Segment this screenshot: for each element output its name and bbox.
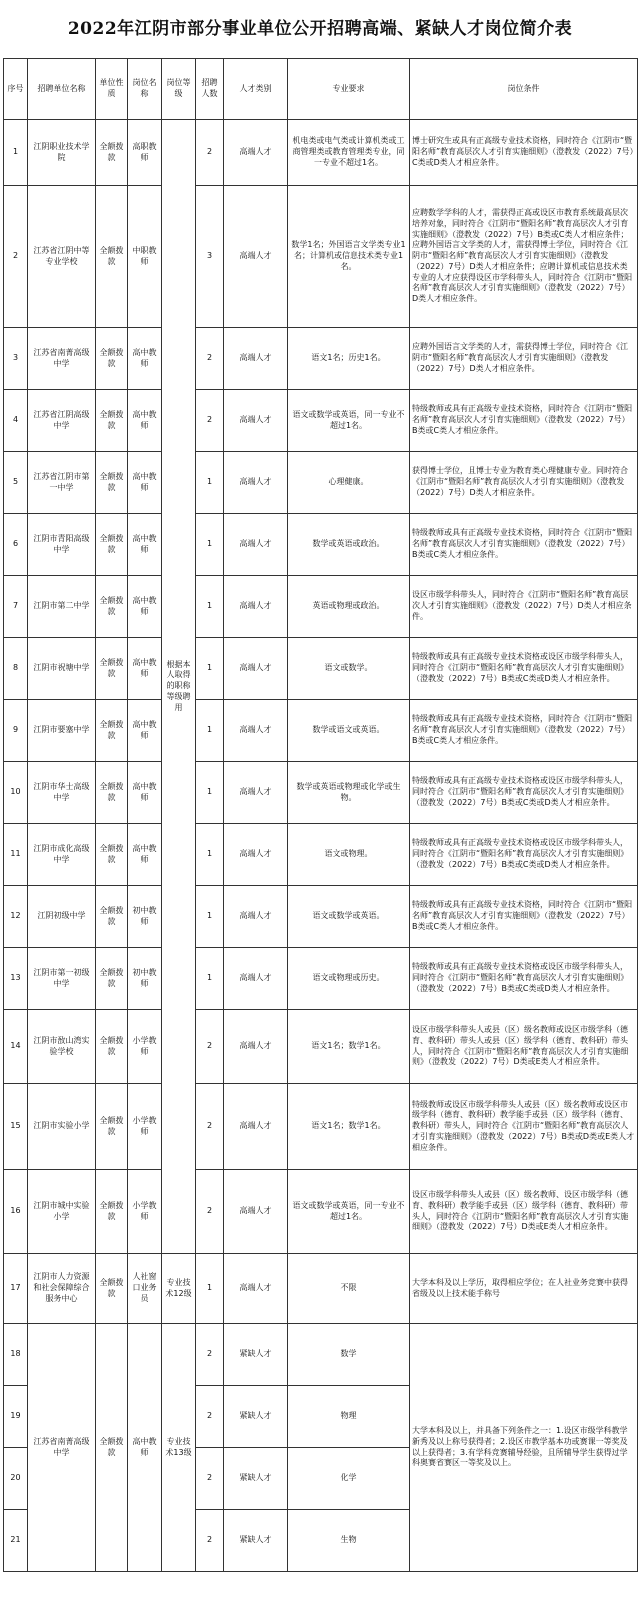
talent-category: 高端人才 (224, 638, 288, 700)
hire-count: 2 (196, 390, 224, 452)
talent-category: 紧缺人才 (224, 1448, 288, 1510)
post-condition: 应聘数学学科的人才，需获得正高或设区市教育系统最高层次培养对象，同时符合《江阴市“暨阳名师”教育高层次人才引育实施细则》（澄教发（2022）7号）B类或C类人才相应条件；应聘外国语言文学类的人才，需获得博士学位，同时符合《江阴市“暨阳名师”教育高层次人才引育实施细则》（澄教发（2022）7号）D类人才相应条件；应聘计算机或信息技术类专业的人才应获得设区市学科带头人，同时符合《江阴市“暨阳名师”教育高层次人才引育实施细则》（澄教发（2022）7号）D类人才相应条件。 (410, 186, 638, 328)
post-name: 高中教师 (128, 1324, 162, 1572)
header-cell: 专业要求 (288, 59, 410, 120)
unit-nature: 全额拨款 (96, 576, 128, 638)
hire-count: 1 (196, 762, 224, 824)
post-condition: 特级教师或具有正高级专业技术资格或设区市级学科带头人，同时符合《江阴市“暨阳名师”教育高层次人才引育实施细则》（澄教发（2022）7号）B类或C类或D类人才相应条件。 (410, 638, 638, 700)
row-number: 21 (4, 1510, 28, 1572)
post-name: 小学教师 (128, 1010, 162, 1084)
row-number: 10 (4, 762, 28, 824)
unit-name: 江阴市实验小学 (28, 1084, 96, 1170)
talent-category: 高端人才 (224, 1170, 288, 1254)
table-row (4, 1010, 638, 1084)
row-number: 11 (4, 824, 28, 886)
row-number: 8 (4, 638, 28, 700)
post-condition: 特级教师或具有正高级专业技术资格或设区市级学科带头人，同时符合《江阴市“暨阳名师”教育高层次人才引育实施细则》（澄教发（2022）7号）B类或C类或D类人才相应条件。 (410, 762, 638, 824)
unit-nature: 全额拨款 (96, 762, 128, 824)
major-requirement: 语文或物理。 (288, 824, 410, 886)
row-number: 12 (4, 886, 28, 948)
major-requirement: 心理健康。 (288, 452, 410, 514)
hire-count: 2 (196, 1386, 224, 1448)
row-number: 7 (4, 576, 28, 638)
header-cell: 招聘人数 (196, 59, 224, 120)
hire-count: 2 (196, 120, 224, 186)
table-row (4, 948, 638, 1010)
row-number: 16 (4, 1170, 28, 1254)
unit-nature: 全额拨款 (96, 1084, 128, 1170)
unit-name: 江阴市敔山湾实验学校 (28, 1010, 96, 1084)
unit-name: 江阴市要塞中学 (28, 700, 96, 762)
unit-name: 江阴职业技术学院 (28, 120, 96, 186)
post-name: 高中教师 (128, 390, 162, 452)
unit-nature: 全额拨款 (96, 514, 128, 576)
hire-count: 1 (196, 948, 224, 1010)
recruitment-table (3, 58, 638, 1572)
major-requirement: 语文或数学或英语，同一专业不超过1名。 (288, 390, 410, 452)
unit-name: 江阴市华士高级中学 (28, 762, 96, 824)
major-requirement: 数学 (288, 1324, 410, 1386)
major-requirement: 数学或英语或政治。 (288, 514, 410, 576)
unit-nature: 全额拨款 (96, 700, 128, 762)
talent-category: 高端人才 (224, 1010, 288, 1084)
unit-nature: 全额拨款 (96, 1324, 128, 1572)
talent-category: 高端人才 (224, 824, 288, 886)
table-header-row (4, 59, 638, 120)
major-requirement: 不限 (288, 1254, 410, 1324)
post-condition: 博士研究生或具有正高级专业技术资格，同时符合《江阴市“暨阳名师”教育高层次人才引育实施细则》（澄教发（2022）7号）C类或D类人才相应条件。 (410, 120, 638, 186)
post-grade: 专业技术12级 (162, 1254, 196, 1324)
unit-nature: 全额拨款 (96, 390, 128, 452)
talent-category: 高端人才 (224, 120, 288, 186)
hire-count: 2 (196, 1448, 224, 1510)
post-name: 高中教师 (128, 762, 162, 824)
post-condition: 设区市级学科带头人或县（区）级名教师或设区市级学科（德育、教科研）带头人或县（区）级学科（德育、教科研）带头人，同时符合《江阴市“暨阳名师”教育高层次人才引育实施细则》（澄教发（2022）7号）D类或E类人才相应条件。 (410, 1010, 638, 1084)
table-row (4, 186, 638, 328)
hire-count: 2 (196, 1170, 224, 1254)
table-row (4, 1324, 638, 1386)
post-condition: 大学本科及以上，并具备下列条件之一：1.设区市级学科教学新秀及以上称号获得者；2.设区市教学基本功或赛课一等奖及以上获得者；3.有学科竞赛辅导经验，且所辅导学生获得过学科奥赛省赛区一等奖及以上。 (410, 1324, 638, 1572)
post-condition: 特级教师或设区市级学科带头人或县（区）级名教师或设区市级学科（德育、教科研）教学能手或县（区）级学科（德育、教科研）带头人，同时符合《江阴市“暨阳名师”教育高层次人才引育实施细则》（澄教发（2022）7号）B类或D类或E类人才相应条件。 (410, 1084, 638, 1170)
talent-category: 高端人才 (224, 186, 288, 328)
post-name: 高中教师 (128, 638, 162, 700)
table-row (4, 886, 638, 948)
post-name: 高中教师 (128, 328, 162, 390)
header-cell: 单位性质 (96, 59, 128, 120)
table-row (4, 120, 638, 186)
row-number: 2 (4, 186, 28, 328)
page-title: 2022年江阴市部分事业单位公开招聘高端、紧缺人才岗位简介表 (67, 19, 573, 39)
table-row (4, 1084, 638, 1170)
major-requirement: 语文1名；数学1名。 (288, 1084, 410, 1170)
row-number: 1 (4, 120, 28, 186)
unit-name: 江苏省南菁高级中学 (28, 328, 96, 390)
hire-count: 1 (196, 514, 224, 576)
talent-category: 高端人才 (224, 762, 288, 824)
post-name: 高中教师 (128, 700, 162, 762)
post-condition: 特级教师或具有正高级专业技术资格，同时符合《江阴市“暨阳名师”教育高层次人才引育实施细则》（澄教发（2022）7号）B类或C类人才相应条件。 (410, 700, 638, 762)
table-row (4, 390, 638, 452)
major-requirement: 英语或物理或政治。 (288, 576, 410, 638)
major-requirement: 语文或数学或英语，同一专业不超过1名。 (288, 1170, 410, 1254)
major-requirement: 物理 (288, 1386, 410, 1448)
unit-nature: 全额拨款 (96, 186, 128, 328)
row-number: 3 (4, 328, 28, 390)
talent-category: 高端人才 (224, 700, 288, 762)
unit-name: 江阴市第二中学 (28, 576, 96, 638)
unit-nature: 全额拨款 (96, 638, 128, 700)
post-name: 高职教师 (128, 120, 162, 186)
row-number: 15 (4, 1084, 28, 1170)
hire-count: 3 (196, 186, 224, 328)
row-number: 9 (4, 700, 28, 762)
post-condition: 应聘外国语言文学类的人才，需获得博士学位，同时符合《江阴市“暨阳名师”教育高层次人才引育实施细则》（澄教发（2022）7号）D类人才相应条件。 (410, 328, 638, 390)
header-cell: 招聘单位名称 (28, 59, 96, 120)
unit-name: 江苏省江阴市第一中学 (28, 452, 96, 514)
talent-category: 高端人才 (224, 1254, 288, 1324)
talent-category: 高端人才 (224, 390, 288, 452)
hire-count: 1 (196, 638, 224, 700)
unit-nature: 全额拨款 (96, 1254, 128, 1324)
unit-nature: 全额拨款 (96, 452, 128, 514)
table-row (4, 762, 638, 824)
talent-category: 紧缺人才 (224, 1324, 288, 1386)
hire-count: 1 (196, 824, 224, 886)
table-row (4, 328, 638, 390)
table-row (4, 452, 638, 514)
major-requirement: 语文或数学。 (288, 638, 410, 700)
row-number: 13 (4, 948, 28, 1010)
unit-nature: 全额拨款 (96, 886, 128, 948)
unit-name: 江阴市人力资源和社会保障综合服务中心 (28, 1254, 96, 1324)
header-cell: 序号 (4, 59, 28, 120)
major-requirement: 语文或物理或历史。 (288, 948, 410, 1010)
table-row (4, 576, 638, 638)
major-requirement: 语文1名；数学1名。 (288, 1010, 410, 1084)
post-condition: 大学本科及以上学历，取得相应学位；在人社业务竞赛中获得省级及以上技术能手称号 (410, 1254, 638, 1324)
talent-category: 高端人才 (224, 328, 288, 390)
header-cell: 人才类别 (224, 59, 288, 120)
unit-nature: 全额拨款 (96, 328, 128, 390)
post-name: 高中教师 (128, 576, 162, 638)
talent-category: 紧缺人才 (224, 1510, 288, 1572)
talent-category: 高端人才 (224, 886, 288, 948)
row-number: 4 (4, 390, 28, 452)
post-condition: 特级教师或具有正高级专业技术资格或设区市级学科带头人，同时符合《江阴市“暨阳名师”教育高层次人才引育实施细则》（澄教发（2022）7号）B类或C类或D类人才相应条件。 (410, 948, 638, 1010)
header-cell: 岗位名称 (128, 59, 162, 120)
major-requirement: 生物 (288, 1510, 410, 1572)
table-row (4, 1254, 638, 1324)
post-name: 高中教师 (128, 514, 162, 576)
major-requirement: 语文1名；历史1名。 (288, 328, 410, 390)
hire-count: 2 (196, 1084, 224, 1170)
unit-nature: 全额拨款 (96, 1010, 128, 1084)
table-row (4, 700, 638, 762)
table-row (4, 1170, 638, 1254)
hire-count: 2 (196, 1010, 224, 1084)
post-name: 高中教师 (128, 452, 162, 514)
post-condition: 特级教师或具有正高级专业技术资格，同时符合《江阴市“暨阳名师”教育高层次人才引育实施细则》（澄教发（2022）7号）B类或C类人才相应条件。 (410, 886, 638, 948)
post-condition: 获得博士学位，且博士专业为教育类心理健康专业。同时符合《江阴市“暨阳名师”教育高层次人才引育实施细则》（澄教发（2022）7号）D类人才相应条件。 (410, 452, 638, 514)
post-condition: 特级教师或具有正高级专业技术资格，同时符合《江阴市“暨阳名师”教育高层次人才引育实施细则》（澄教发（2022）7号）B类或C类人才相应条件。 (410, 514, 638, 576)
talent-category: 紧缺人才 (224, 1386, 288, 1448)
post-condition: 设区市级学科带头人，同时符合《江阴市“暨阳名师”教育高层次人才引育实施细则》（澄教发（2022）7号）D类人才相应条件。 (410, 576, 638, 638)
unit-name: 江苏省江阴中等专业学校 (28, 186, 96, 328)
unit-nature: 全额拨款 (96, 1170, 128, 1254)
talent-category: 高端人才 (224, 576, 288, 638)
hire-count: 1 (196, 700, 224, 762)
row-number: 20 (4, 1448, 28, 1510)
row-number: 14 (4, 1010, 28, 1084)
header-cell: 岗位等级 (162, 59, 196, 120)
table-row (4, 638, 638, 700)
unit-name: 江苏省江阴高级中学 (28, 390, 96, 452)
post-grade: 专业技术13级 (162, 1324, 196, 1572)
row-number: 19 (4, 1386, 28, 1448)
unit-nature: 全额拨款 (96, 948, 128, 1010)
hire-count: 1 (196, 1254, 224, 1324)
unit-nature: 全额拨款 (96, 120, 128, 186)
hire-count: 2 (196, 1324, 224, 1386)
unit-name: 江阴市第一初级中学 (28, 948, 96, 1010)
unit-name: 江阴市成化高级中学 (28, 824, 96, 886)
post-name: 小学教师 (128, 1084, 162, 1170)
post-condition: 设区市级学科带头人或县（区）级名教师、设区市级学科（德育、教科研）教学能手或县（区）级学科（德育、教科研）带头人，同时符合《江阴市“暨阳名师”教育高层次人才引育实施细则》（澄教发（2022）7号）D类或E类人才相应条件。 (410, 1170, 638, 1254)
unit-name: 江苏省南菁高级中学 (28, 1324, 96, 1572)
table-row (4, 514, 638, 576)
unit-name: 江阴市城中实验小学 (28, 1170, 96, 1254)
post-name: 人社窗口业务员 (128, 1254, 162, 1324)
talent-category: 高端人才 (224, 514, 288, 576)
post-name: 初中教师 (128, 886, 162, 948)
post-name: 初中教师 (128, 948, 162, 1010)
post-name: 中职教师 (128, 186, 162, 328)
unit-name: 江阴市青阳高级中学 (28, 514, 96, 576)
major-requirement: 机电类或电气类或计算机类或工商管理类或教育管理类专业，同一专业不超过1名。 (288, 120, 410, 186)
major-requirement: 数学或语文或英语。 (288, 700, 410, 762)
row-number: 6 (4, 514, 28, 576)
unit-nature: 全额拨款 (96, 824, 128, 886)
talent-category: 高端人才 (224, 452, 288, 514)
row-number: 18 (4, 1324, 28, 1386)
major-requirement: 语文或数学或英语。 (288, 886, 410, 948)
talent-category: 高端人才 (224, 1084, 288, 1170)
row-number: 17 (4, 1254, 28, 1324)
hire-count: 1 (196, 452, 224, 514)
hire-count: 2 (196, 1510, 224, 1572)
post-condition: 特级教师或具有正高级专业技术资格，同时符合《江阴市“暨阳名师”教育高层次人才引育实施细则》（澄教发（2022）7号）B类或C类人才相应条件。 (410, 390, 638, 452)
post-condition: 特级教师或具有正高级专业技术资格或设区市级学科带头人，同时符合《江阴市“暨阳名师”教育高层次人才引育实施细则》（澄教发（2022）7号）B类或C类或D类人才相应条件。 (410, 824, 638, 886)
header-cell: 岗位条件 (410, 59, 638, 120)
unit-name: 江阴市祝塘中学 (28, 638, 96, 700)
talent-category: 高端人才 (224, 948, 288, 1010)
row-number: 5 (4, 452, 28, 514)
hire-count: 1 (196, 576, 224, 638)
table-row (4, 824, 638, 886)
post-name: 高中教师 (128, 824, 162, 886)
hire-count: 2 (196, 328, 224, 390)
major-requirement: 化学 (288, 1448, 410, 1510)
unit-name: 江阴初级中学 (28, 886, 96, 948)
post-name: 小学教师 (128, 1170, 162, 1254)
major-requirement: 数学1名；外国语言文学类专业1名；计算机或信息技术类专业1名。 (288, 186, 410, 328)
post-grade: 根据本人取得的职称等级聘用 (162, 120, 196, 1254)
major-requirement: 数学或英语或物理或化学或生物。 (288, 762, 410, 824)
hire-count: 1 (196, 886, 224, 948)
